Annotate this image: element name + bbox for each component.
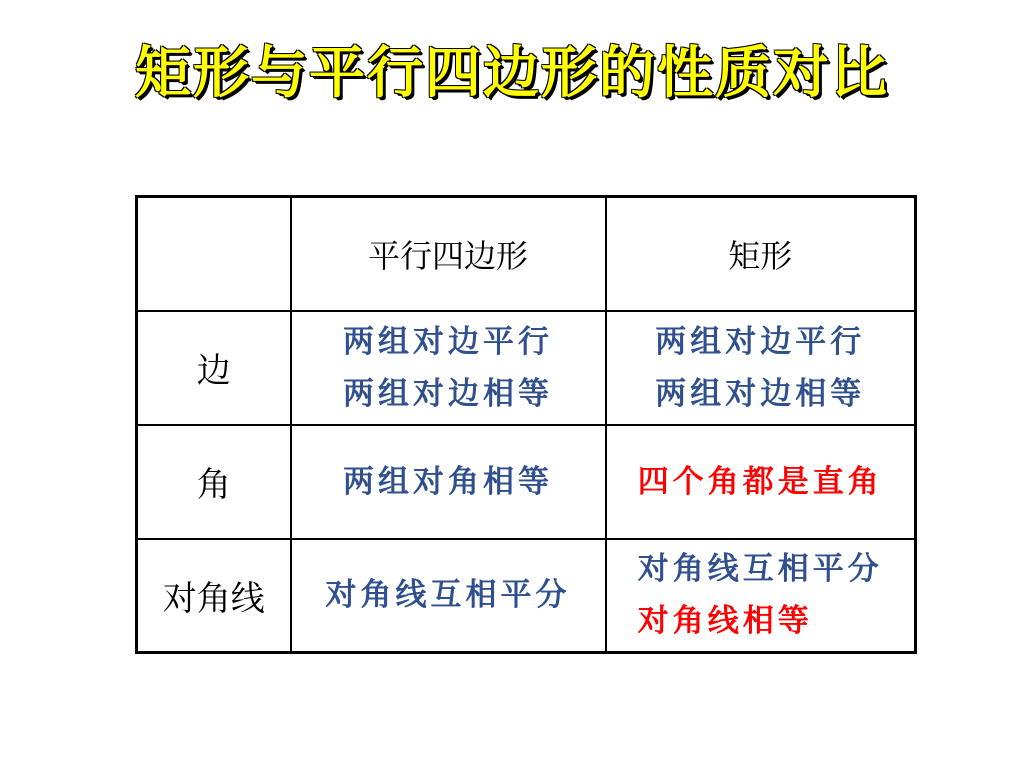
cell-rectangle-diagonals [606,539,916,653]
header-cell-parallelogram: 平行四边形 [291,197,606,311]
text-line: 两组对边相等 [343,375,553,412]
cell-parallelogram-diagonals [291,539,606,653]
text-line: 两组对边相等 [655,375,866,412]
comparison-table [135,195,917,654]
text-line: 两组对边平行 [343,323,553,360]
text-line: 两组对边平行 [655,323,866,360]
cell-parallelogram-angles [291,425,606,539]
parallelogram-angles-text [343,456,553,508]
row-label-angles: 角 [137,425,291,539]
table-header-row [137,197,916,311]
table-row-angles [137,425,916,539]
table-row-sides [137,311,916,425]
row-label-diagonals: 对角线 [137,539,291,653]
rectangle-sides-text [655,316,865,420]
text-line: 四个角都是直角 [637,463,883,500]
parallelogram-diagonals-text [326,569,571,621]
text-line: 对角线互相平分 [637,551,883,588]
page-title: 矩形与平行四边形的性质对比 [135,40,889,106]
cell-rectangle-sides [606,311,916,425]
text-line: 对角线互相平分 [325,577,571,614]
header-cell-empty [137,197,291,311]
rectangle-diagonals-text [638,543,883,647]
text-line: 两组对角相等 [343,463,553,500]
parallelogram-sides-text [343,316,553,420]
rectangle-angles-text [638,456,883,508]
text-line-highlight: 对角线相等 [637,603,813,640]
header-cell-rectangle: 矩形 [606,197,916,311]
table-row-diagonals [137,539,916,653]
row-label-sides: 边 [137,311,291,425]
cell-parallelogram-sides [291,311,606,425]
cell-rectangle-angles [606,425,916,539]
